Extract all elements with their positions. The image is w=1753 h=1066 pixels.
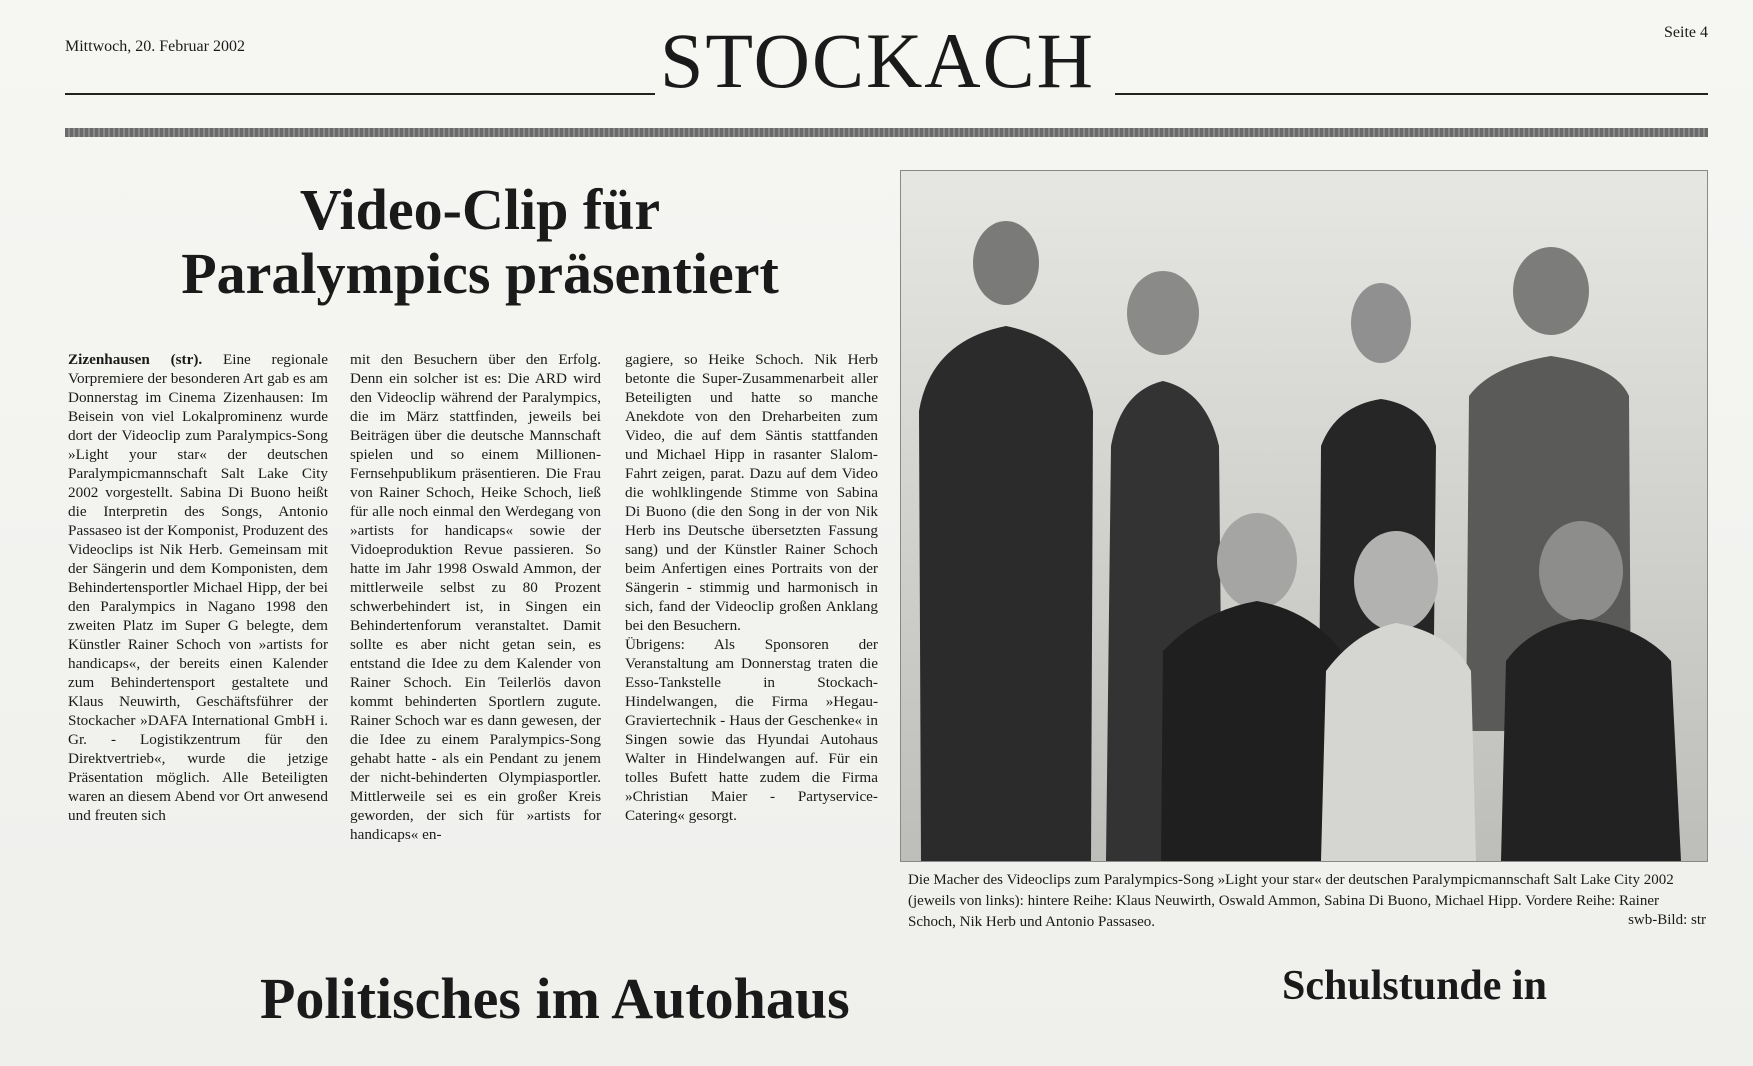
photo-caption: Die Macher des Videoclips zum Paralympics-Song »Light your star« der deutschen Paralympicmannschaft Salt Lake City 2002 (jeweils von links): hintere Reihe: Klaus Neuwirth, Oswald Ammon, Sabina Di Buono, Michael Hipp. Vordere Reihe: Rainer Schoch, Nik Herb und Antonio Passaseo. xyxy=(908,872,1674,930)
article-column-1 xyxy=(68,350,328,825)
column-3-text-b: Übrigens: Als Sponsoren der Veranstaltung am Donnerstag traten die Esso-Tankstelle in Stockach-Hindelwangen, die Firma »Hegau-Graviertechnik - Haus der Geschenke« in Singen sowie das Hyundai Autohaus Walter in Hindelwangen auf. Für ein tolles Bufett hatte zudem die Firma »Christian Maier - Partyservice-Catering« gesorgt. xyxy=(625,636,878,824)
section-divider xyxy=(65,128,1708,137)
article-column-3 xyxy=(625,350,878,825)
next-article-headline: Politisches im Autohaus xyxy=(260,966,850,1031)
column-2-text: mit den Besuchern über den Erfolg. Denn ein solcher ist es: Die ARD wird den Videoclip während der Paralympics, die im März stattfinden, jeweils bei Beiträgen über die deutsche Mannschaft spielen und so einem Millionen-Fernsehpublikum präsentieren. Die Frau von Rainer Schoch, Heike Schoch, ließ für alle noch einmal den Werdegang von »artists for handicaps« sowie der Vidoeproduktion Revue passieren. So hatte im Jahr 1998 Oswald Ammon, der mittlerweile selbst zu 80 Prozent schwerbehindert ist, in Singen ein Behindertenforum veranstaltet. Damit sollte es aber nicht getan sein, es entstand die Idee zu dem Kalender von Rainer Schoch. Ein Teilerlös davon kommt behinderten Sportlern zugute. Rainer Schoch war es dann gewesen, der die Idee zu einem Paralympics-Song gehabt hatte - als ein Pendant zu jenem der nicht-behinderten Olympiasportler. Mittlerweile sei es ein großer Kreis geworden, der sich für »artists for handicaps« en- xyxy=(350,351,601,843)
photo-credit: swb-Bild: str xyxy=(1628,912,1706,928)
article-headline: Video-Clip für Paralympics präsentiert xyxy=(181,177,779,306)
article-column-2 xyxy=(350,350,601,844)
page-number: Seite 4 xyxy=(1664,24,1708,41)
masthead-rule-left xyxy=(65,93,655,95)
column-1-text: Eine regionale Vorpremiere der besonderen Art gab es am Donnerstag im Cinema Zizenhausen: Im Beisein von viel Lokalprominenz wurde dort der Videoclip zum Paralympics-Song »Light your star« der deutschen Paralympicmannschaft Salt Lake City 2002 vorgestellt. Sabina Di Buono heißt die Interpretin des Songs, Antonio Passaseo ist der Komponist, Produzent des Videoclips ist Nik Herb. Gemeinsam mit der Sängerin und dem Komponisten, dem Behindertensportler Michael Hipp, der bei den Paralympics in Nagano 1998 den zweiten Platz im Super G belegte, dem Künstler Rainer Schoch von »artists for handicaps«, der bereits einen Kalender zum Behindertensport gestaltete und Klaus Neuwirth, Geschäftsführer der Stockacher »DAFA International GmbH i. Gr. - Logistikzentrum für den Direktvertrieb«, wurde die jetzige Präsentation möglich. Alle Beteiligten waren an diesem Abend vor Ort anwesend und freuten sich xyxy=(68,351,329,824)
column-3-text-a: gagiere, so Heike Schoch. Nik Herb betonte die Super-Zusammenarbeit aller Beteiligten und hatte so manche Anekdote von den Dreharbeiten zum Video, die auf dem Säntis stattfanden und Michael Hipp in rasanter Slalom-Fahrt zeigen, parat. Dazu auf dem Video die wohlklingende Stimme von Sabina Di Buono (die den Song in der von Nik Herb ins Deutsche übersetzten Fassung sang) und der Künstler Rainer Schoch beim Anfertigen eines Portraits von der Sängerin - stimmig und harmonisch in sich, fand der Videoclip großen Anklang bei den Besuchern. xyxy=(625,351,878,634)
side-article-headline: Schulstunde in xyxy=(1282,963,1547,1009)
dateline: Zizenhausen (str). xyxy=(68,351,203,368)
masthead-rule-right xyxy=(1115,93,1708,95)
issue-date: Mittwoch, 20. Februar 2002 xyxy=(65,38,245,55)
section-masthead: STOCKACH xyxy=(660,17,1095,104)
cut-off-headline-line xyxy=(1268,1022,1633,1044)
group-photo xyxy=(900,170,1708,862)
